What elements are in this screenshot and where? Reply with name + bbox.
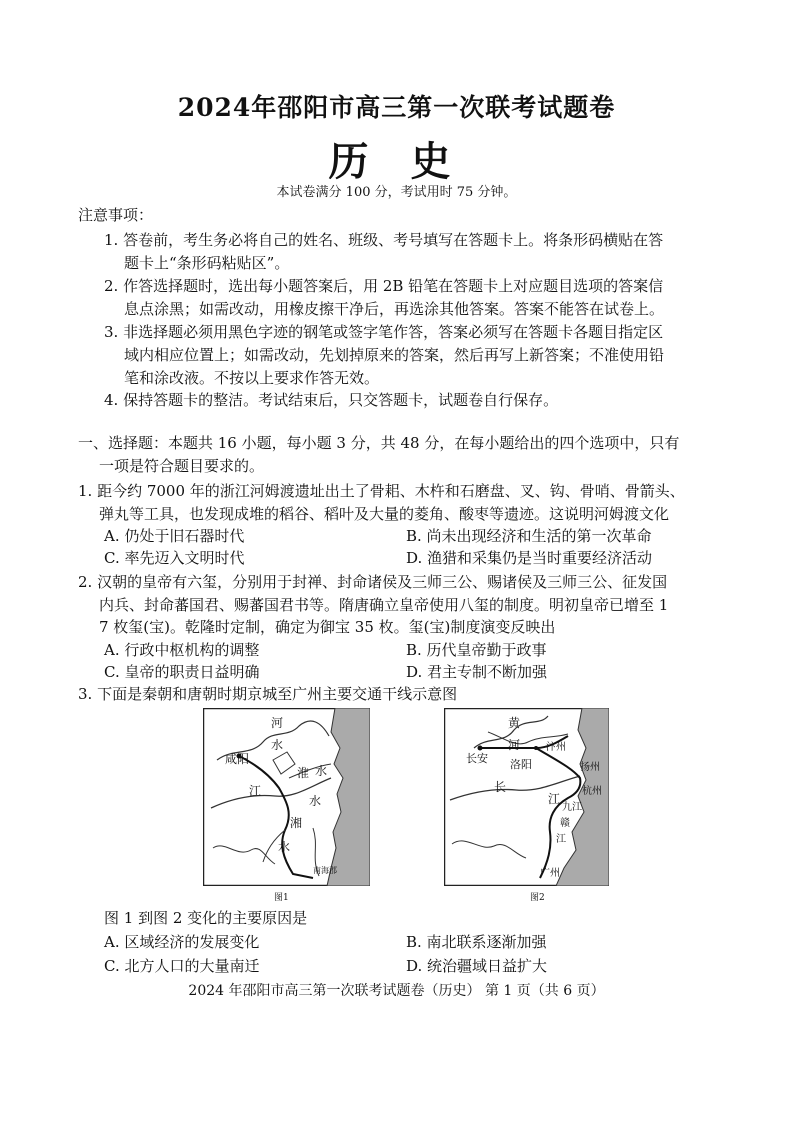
q1-option-a: A. 仍处于旧石器时代	[104, 527, 245, 545]
notice-line: 3. 非选择题必须用黑色字迹的钢笔或签字笔作答，答案必须写在答题卡各题目指定区	[104, 323, 664, 341]
map1-label: 水	[271, 738, 284, 752]
question-2-stem: 2. 汉朝的皇帝有六玺，分别用于封禅、封命诸侯及三师三公、赐诸侯及三师三公、征发国	[78, 573, 668, 591]
q1-option-b: B. 尚未出现经济和生活的第一次革命	[406, 527, 652, 545]
map1-label: 淮	[297, 766, 310, 780]
map1-label: 水	[315, 764, 328, 778]
map-1	[203, 708, 370, 886]
question-1-stem: 1. 距今约 7000 年的浙江河姆渡遗址出土了骨耜、木杵和石磨盘、叉、钩、骨哨、骨箭头、	[78, 482, 685, 500]
q1-option-d: D. 渔猎和采集仍是当时重要经济活动	[406, 549, 653, 567]
section-instruction: 一项是符合题目要求的。	[99, 457, 265, 475]
map1-label: 咸阳	[225, 752, 250, 766]
notice-line: 笔和涂改液。不按以上要求作答无效。	[124, 369, 380, 387]
notice-line: 题卡上“条形码粘贴区”。	[124, 254, 290, 272]
map2-label: 汴州	[546, 742, 566, 753]
map1-label: 南海郡	[313, 866, 337, 875]
map2-label: 扬州	[580, 762, 600, 773]
map1-label: 江	[249, 784, 262, 798]
question-1-stem: 弹丸等工具，也发现成堆的稻谷、稻叶及大量的菱角、酸枣等遗迹。这说明河姆渡文化	[99, 505, 670, 523]
notice-line: 息点涂黑；如需改动，用橡皮擦干净后，再选涂其他答案。答案不能答在试卷上。	[124, 300, 665, 318]
route-maps	[0, 706, 793, 906]
q2-option-d: D. 君主专制不断加强	[406, 663, 548, 681]
q3-option-a: A. 区域经济的发展变化	[104, 933, 260, 951]
notice-line: 1. 答卷前，考生务必将自己的姓名、班级、考号填写在答题卡上。将条形码横贴在答	[104, 231, 664, 249]
map-1-caption: 图1	[274, 893, 289, 903]
section-instruction: 一、选择题：本题共 16 小题，每小题 3 分，共 48 分，在每小题给出的四个选项中，只有	[78, 434, 680, 452]
map2-label: 九江	[562, 802, 582, 813]
question-2-stem: 7 枚玺(宝)。乾隆时定制，确定为御宝 35 枚。玺(宝)制度演变反映出	[99, 618, 556, 636]
question-3-prompt: 图 1 到图 2 变化的主要原因是	[104, 909, 308, 927]
map2-label: 江	[556, 834, 566, 845]
notice-heading: 注意事项：	[78, 206, 154, 224]
map2-label: 杭州	[582, 786, 602, 797]
q2-option-a: A. 行政中枢机构的调整	[104, 641, 260, 659]
notice-line: 2. 作答选择题时，选出每小题答案后，用 2B 铅笔在答题卡上对应题目选项的答案信	[104, 277, 664, 295]
page-footer: 2024 年邵阳市高三第一次联考试题卷（历史） 第 1 页（共 6 页）	[188, 983, 605, 999]
notice-line: 4. 保持答题卡的整洁。考试结束后，只交答题卡，试题卷自行保存。	[104, 391, 559, 409]
map1-label: 河	[271, 716, 284, 730]
map2-label: 长	[494, 780, 507, 794]
map2-label: 广州	[540, 868, 560, 879]
map-2	[444, 708, 609, 886]
map2-label: 黄	[508, 716, 521, 730]
map2-label: 江	[548, 792, 561, 806]
map-2-caption: 图2	[530, 893, 545, 903]
exam-title: 2024年邵阳市高三第一次联考试题卷	[177, 93, 616, 122]
notice-line: 域内相应位置上；如需改动，先划掉原来的答案，然后再写上新答案；不准使用铅	[124, 346, 665, 364]
q3-option-c: C. 北方人口的大量南迁	[104, 957, 260, 975]
question-3-stem: 3. 下面是秦朝和唐朝时期京城至广州主要交通干线示意图	[78, 685, 458, 703]
q1-option-c: C. 率先迈入文明时代	[104, 549, 245, 567]
map2-label: 赣	[560, 818, 570, 829]
map1-label: 水	[278, 840, 291, 854]
q3-option-b: B. 南北联系逐渐加强	[406, 933, 547, 951]
map1-label: 湘	[290, 816, 303, 830]
map1-label: 水	[309, 794, 322, 808]
map2-label: 洛阳	[510, 758, 532, 771]
map2-label: 长安	[466, 752, 488, 765]
q2-option-b: B. 历代皇帝勤于政事	[406, 641, 547, 659]
question-2-stem: 内兵、封命蕃国君、赐蕃国君书等。隋唐确立皇帝使用八玺的制度。明初皇帝已增至 1	[99, 596, 669, 614]
q3-option-d: D. 统治疆域日益扩大	[406, 957, 548, 975]
score-note: 本试卷满分 100 分，考试用时 75 分钟。	[276, 185, 517, 200]
map2-label: 河	[508, 738, 521, 752]
subject-title: 历 史	[328, 138, 465, 185]
q2-option-c: C. 皇帝的职责日益明确	[104, 663, 260, 681]
